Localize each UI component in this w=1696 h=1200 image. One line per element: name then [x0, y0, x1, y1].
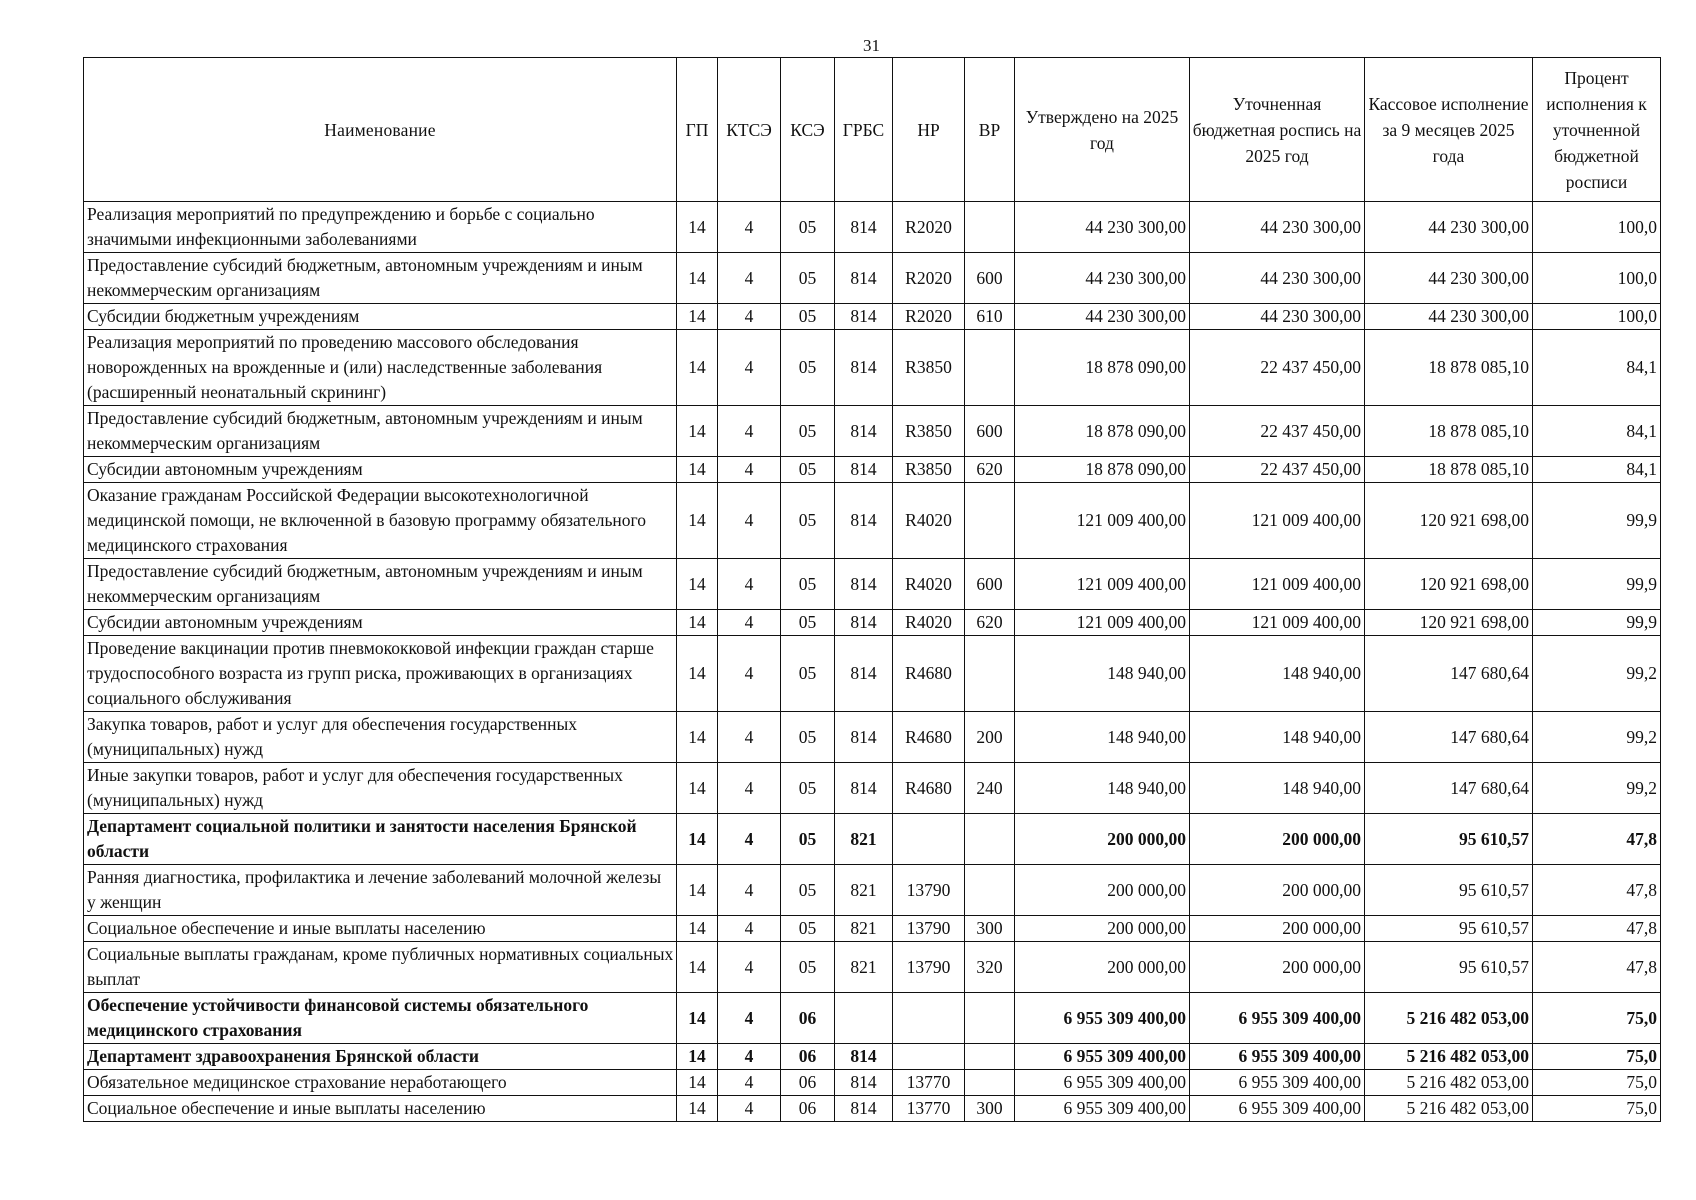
- cell-approved: 148 940,00: [1015, 763, 1190, 814]
- cell-cash: 5 216 482 053,00: [1365, 1070, 1533, 1096]
- col-header-refined: Уточненная бюджетная роспись на 2025 год: [1190, 58, 1365, 202]
- cell-ktse: 4: [718, 1070, 781, 1096]
- cell-vr: [965, 636, 1015, 712]
- cell-kse: 06: [781, 1096, 835, 1122]
- cell-grbs: 814: [835, 1096, 893, 1122]
- cell-name: Социальное обеспечение и иные выплаты населению: [84, 916, 677, 942]
- cell-percent: 99,9: [1533, 610, 1661, 636]
- cell-percent: 99,2: [1533, 763, 1661, 814]
- cell-refined: 121 009 400,00: [1190, 483, 1365, 559]
- cell-gp: 14: [677, 559, 718, 610]
- cell-cash: 120 921 698,00: [1365, 559, 1533, 610]
- cell-kse: 05: [781, 712, 835, 763]
- cell-kse: 05: [781, 202, 835, 253]
- cell-refined: 22 437 450,00: [1190, 457, 1365, 483]
- cell-vr: 300: [965, 1096, 1015, 1122]
- cell-kse: 05: [781, 814, 835, 865]
- table-row: [84, 610, 1661, 636]
- cell-cash: 18 878 085,10: [1365, 457, 1533, 483]
- cell-refined: 44 230 300,00: [1190, 304, 1365, 330]
- cell-approved: 6 955 309 400,00: [1015, 1044, 1190, 1070]
- cell-name: Предоставление субсидий бюджетным, автономным учреждениям и иным некоммерческим организациям: [84, 406, 677, 457]
- cell-gp: 14: [677, 457, 718, 483]
- cell-ktse: 4: [718, 304, 781, 330]
- cell-percent: 100,0: [1533, 202, 1661, 253]
- cell-vr: 620: [965, 610, 1015, 636]
- table-row: [84, 202, 1661, 253]
- cell-nr: R4020: [893, 610, 965, 636]
- col-header-vr: ВР: [965, 58, 1015, 202]
- col-header-approved: Утверждено на 2025 год: [1015, 58, 1190, 202]
- table-row: [84, 253, 1661, 304]
- cell-kse: 05: [781, 942, 835, 993]
- cell-percent: 99,9: [1533, 559, 1661, 610]
- cell-approved: 200 000,00: [1015, 916, 1190, 942]
- cell-refined: 121 009 400,00: [1190, 559, 1365, 610]
- cell-kse: 05: [781, 865, 835, 916]
- cell-refined: 6 955 309 400,00: [1190, 993, 1365, 1044]
- cell-grbs: 814: [835, 763, 893, 814]
- cell-gp: 14: [677, 916, 718, 942]
- table-body: [84, 202, 1661, 1122]
- cell-refined: 200 000,00: [1190, 942, 1365, 993]
- cell-ktse: 4: [718, 712, 781, 763]
- cell-nr: R2020: [893, 202, 965, 253]
- cell-kse: 06: [781, 1044, 835, 1070]
- cell-nr: 13770: [893, 1070, 965, 1096]
- cell-gp: 14: [677, 942, 718, 993]
- cell-nr: 13770: [893, 1096, 965, 1122]
- cell-approved: 148 940,00: [1015, 636, 1190, 712]
- cell-approved: 200 000,00: [1015, 814, 1190, 865]
- cell-vr: [965, 330, 1015, 406]
- cell-name: Реализация мероприятий по проведению массового обследования новорожденных на врожденные и (или) наследственные заболевания (расширенный неонатальный скрининг): [84, 330, 677, 406]
- cell-percent: 99,9: [1533, 483, 1661, 559]
- cell-vr: 600: [965, 253, 1015, 304]
- cell-name: Социальное обеспечение и иные выплаты населению: [84, 1096, 677, 1122]
- cell-name: Обеспечение устойчивости финансовой системы обязательного медицинского страхования: [84, 993, 677, 1044]
- cell-name: Предоставление субсидий бюджетным, автономным учреждениям и иным некоммерческим организациям: [84, 559, 677, 610]
- cell-vr: 610: [965, 304, 1015, 330]
- cell-nr: R4680: [893, 712, 965, 763]
- cell-refined: 148 940,00: [1190, 763, 1365, 814]
- cell-percent: 47,8: [1533, 916, 1661, 942]
- cell-gp: 14: [677, 712, 718, 763]
- cell-ktse: 4: [718, 330, 781, 406]
- cell-gp: 14: [677, 636, 718, 712]
- cell-percent: 47,8: [1533, 942, 1661, 993]
- cell-name: Предоставление субсидий бюджетным, автономным учреждениям и иным некоммерческим организациям: [84, 253, 677, 304]
- table-row: [84, 916, 1661, 942]
- cell-refined: 6 955 309 400,00: [1190, 1070, 1365, 1096]
- table-row: [84, 712, 1661, 763]
- table-row: [84, 559, 1661, 610]
- cell-approved: 18 878 090,00: [1015, 457, 1190, 483]
- cell-vr: [965, 483, 1015, 559]
- cell-name: Иные закупки товаров, работ и услуг для обеспечения государственных (муниципальных) нужд: [84, 763, 677, 814]
- cell-cash: 44 230 300,00: [1365, 253, 1533, 304]
- cell-cash: 5 216 482 053,00: [1365, 993, 1533, 1044]
- cell-gp: 14: [677, 330, 718, 406]
- table-row: [84, 1044, 1661, 1070]
- cell-gp: 14: [677, 763, 718, 814]
- cell-kse: 05: [781, 610, 835, 636]
- cell-kse: 05: [781, 559, 835, 610]
- cell-gp: 14: [677, 253, 718, 304]
- col-header-cash: Кассовое исполнение за 9 месяцев 2025 года: [1365, 58, 1533, 202]
- header-row: [84, 58, 1661, 202]
- table-row: [84, 865, 1661, 916]
- cell-percent: 75,0: [1533, 1044, 1661, 1070]
- cell-grbs: 821: [835, 942, 893, 993]
- table-row: [84, 814, 1661, 865]
- col-header-gp: ГП: [677, 58, 718, 202]
- cell-ktse: 4: [718, 559, 781, 610]
- cell-refined: 22 437 450,00: [1190, 330, 1365, 406]
- cell-cash: 147 680,64: [1365, 636, 1533, 712]
- cell-grbs: 821: [835, 916, 893, 942]
- cell-name: Проведение вакцинации против пневмококковой инфекции граждан старше трудоспособного возраста из групп риска, проживающих в организациях социального обслуживания: [84, 636, 677, 712]
- cell-grbs: 814: [835, 610, 893, 636]
- cell-vr: [965, 1044, 1015, 1070]
- table-row: [84, 330, 1661, 406]
- cell-grbs: 814: [835, 559, 893, 610]
- cell-gp: 14: [677, 993, 718, 1044]
- cell-refined: 44 230 300,00: [1190, 202, 1365, 253]
- cell-approved: 148 940,00: [1015, 712, 1190, 763]
- cell-name: Департамент социальной политики и занятости населения Брянской области: [84, 814, 677, 865]
- table-row: [84, 993, 1661, 1044]
- cell-ktse: 4: [718, 763, 781, 814]
- cell-kse: 05: [781, 457, 835, 483]
- cell-nr: R4020: [893, 559, 965, 610]
- cell-percent: 99,2: [1533, 712, 1661, 763]
- cell-name: Обязательное медицинское страхование неработающего: [84, 1070, 677, 1096]
- table-row: [84, 942, 1661, 993]
- cell-nr: [893, 993, 965, 1044]
- cell-ktse: 4: [718, 457, 781, 483]
- cell-kse: 05: [781, 253, 835, 304]
- cell-gp: 14: [677, 406, 718, 457]
- cell-name: Субсидии бюджетным учреждениям: [84, 304, 677, 330]
- cell-approved: 6 955 309 400,00: [1015, 1096, 1190, 1122]
- cell-ktse: 4: [718, 814, 781, 865]
- table-row: [84, 636, 1661, 712]
- cell-name: Реализация мероприятий по предупреждению и борьбе с социально значимыми инфекционными заболеваниями: [84, 202, 677, 253]
- cell-nr: R3850: [893, 406, 965, 457]
- cell-gp: 14: [677, 1096, 718, 1122]
- table-row: [84, 406, 1661, 457]
- cell-approved: 44 230 300,00: [1015, 253, 1190, 304]
- cell-grbs: 814: [835, 457, 893, 483]
- cell-nr: [893, 814, 965, 865]
- cell-cash: 95 610,57: [1365, 942, 1533, 993]
- cell-vr: 620: [965, 457, 1015, 483]
- cell-kse: 05: [781, 763, 835, 814]
- cell-kse: 05: [781, 330, 835, 406]
- col-header-kse: КСЭ: [781, 58, 835, 202]
- cell-nr: R4680: [893, 636, 965, 712]
- cell-gp: 14: [677, 814, 718, 865]
- cell-percent: 100,0: [1533, 253, 1661, 304]
- cell-kse: 06: [781, 1070, 835, 1096]
- table-row: [84, 304, 1661, 330]
- cell-cash: 120 921 698,00: [1365, 483, 1533, 559]
- cell-vr: 240: [965, 763, 1015, 814]
- cell-cash: 44 230 300,00: [1365, 304, 1533, 330]
- cell-grbs: 814: [835, 253, 893, 304]
- cell-vr: [965, 814, 1015, 865]
- cell-refined: 200 000,00: [1190, 865, 1365, 916]
- cell-kse: 05: [781, 916, 835, 942]
- cell-ktse: 4: [718, 253, 781, 304]
- cell-grbs: 814: [835, 304, 893, 330]
- cell-nr: R4680: [893, 763, 965, 814]
- cell-refined: 148 940,00: [1190, 712, 1365, 763]
- cell-grbs: 821: [835, 814, 893, 865]
- cell-percent: 47,8: [1533, 814, 1661, 865]
- cell-grbs: 814: [835, 1070, 893, 1096]
- cell-percent: 100,0: [1533, 304, 1661, 330]
- cell-grbs: 814: [835, 636, 893, 712]
- cell-percent: 75,0: [1533, 993, 1661, 1044]
- page-number: 31: [863, 36, 880, 55]
- cell-approved: 18 878 090,00: [1015, 406, 1190, 457]
- cell-refined: 121 009 400,00: [1190, 610, 1365, 636]
- cell-grbs: 814: [835, 712, 893, 763]
- cell-nr: R3850: [893, 330, 965, 406]
- cell-approved: 6 955 309 400,00: [1015, 1070, 1190, 1096]
- cell-refined: 200 000,00: [1190, 916, 1365, 942]
- cell-nr: [893, 1044, 965, 1070]
- cell-nr: R2020: [893, 304, 965, 330]
- cell-cash: 5 216 482 053,00: [1365, 1044, 1533, 1070]
- cell-percent: 75,0: [1533, 1070, 1661, 1096]
- cell-gp: 14: [677, 1070, 718, 1096]
- cell-name: Закупка товаров, работ и услуг для обеспечения государственных (муниципальных) нужд: [84, 712, 677, 763]
- cell-cash: 18 878 085,10: [1365, 330, 1533, 406]
- cell-percent: 84,1: [1533, 330, 1661, 406]
- cell-vr: 320: [965, 942, 1015, 993]
- cell-vr: [965, 993, 1015, 1044]
- cell-cash: 18 878 085,10: [1365, 406, 1533, 457]
- col-header-nr: НР: [893, 58, 965, 202]
- cell-name: Субсидии автономным учреждениям: [84, 610, 677, 636]
- cell-name: Департамент здравоохранения Брянской области: [84, 1044, 677, 1070]
- cell-nr: 13790: [893, 865, 965, 916]
- cell-ktse: 4: [718, 942, 781, 993]
- cell-approved: 44 230 300,00: [1015, 202, 1190, 253]
- cell-vr: 200: [965, 712, 1015, 763]
- cell-percent: 99,2: [1533, 636, 1661, 712]
- cell-grbs: 814: [835, 406, 893, 457]
- cell-approved: 121 009 400,00: [1015, 559, 1190, 610]
- cell-kse: 06: [781, 993, 835, 1044]
- cell-gp: 14: [677, 202, 718, 253]
- col-header-ktse: КТСЭ: [718, 58, 781, 202]
- cell-kse: 05: [781, 304, 835, 330]
- cell-nr: R3850: [893, 457, 965, 483]
- col-header-grbs: ГРБС: [835, 58, 893, 202]
- cell-ktse: 4: [718, 916, 781, 942]
- cell-ktse: 4: [718, 202, 781, 253]
- cell-vr: [965, 1070, 1015, 1096]
- cell-grbs: 814: [835, 202, 893, 253]
- col-header-name: Наименование: [84, 58, 677, 202]
- cell-grbs: [835, 993, 893, 1044]
- cell-refined: 44 230 300,00: [1190, 253, 1365, 304]
- cell-name: Оказание гражданам Российской Федерации высокотехнологичной медицинской помощи, не включенной в базовую программу обязательного медицинского страхования: [84, 483, 677, 559]
- cell-gp: 14: [677, 610, 718, 636]
- cell-cash: 44 230 300,00: [1365, 202, 1533, 253]
- cell-grbs: 814: [835, 1044, 893, 1070]
- table-row: [84, 483, 1661, 559]
- cell-vr: 300: [965, 916, 1015, 942]
- cell-cash: 147 680,64: [1365, 712, 1533, 763]
- cell-nr: R4020: [893, 483, 965, 559]
- cell-refined: 22 437 450,00: [1190, 406, 1365, 457]
- cell-approved: 121 009 400,00: [1015, 610, 1190, 636]
- cell-grbs: 814: [835, 483, 893, 559]
- cell-vr: 600: [965, 559, 1015, 610]
- cell-approved: 200 000,00: [1015, 865, 1190, 916]
- cell-name: Субсидии автономным учреждениям: [84, 457, 677, 483]
- cell-ktse: 4: [718, 406, 781, 457]
- cell-cash: 95 610,57: [1365, 865, 1533, 916]
- cell-name: Ранняя диагностика, профилактика и лечение заболеваний молочной железы у женщин: [84, 865, 677, 916]
- cell-ktse: 4: [718, 865, 781, 916]
- cell-grbs: 814: [835, 330, 893, 406]
- cell-approved: 44 230 300,00: [1015, 304, 1190, 330]
- cell-refined: 148 940,00: [1190, 636, 1365, 712]
- cell-gp: 14: [677, 865, 718, 916]
- cell-kse: 05: [781, 483, 835, 559]
- table-row: [84, 763, 1661, 814]
- cell-refined: 200 000,00: [1190, 814, 1365, 865]
- cell-vr: [965, 865, 1015, 916]
- cell-cash: 120 921 698,00: [1365, 610, 1533, 636]
- cell-ktse: 4: [718, 1044, 781, 1070]
- cell-ktse: 4: [718, 483, 781, 559]
- cell-cash: 95 610,57: [1365, 916, 1533, 942]
- cell-approved: 18 878 090,00: [1015, 330, 1190, 406]
- table-row: [84, 1070, 1661, 1096]
- cell-nr: R2020: [893, 253, 965, 304]
- cell-gp: 14: [677, 1044, 718, 1070]
- cell-grbs: 821: [835, 865, 893, 916]
- cell-gp: 14: [677, 304, 718, 330]
- table-row: [84, 457, 1661, 483]
- cell-vr: 600: [965, 406, 1015, 457]
- cell-name: Социальные выплаты гражданам, кроме публичных нормативных социальных выплат: [84, 942, 677, 993]
- col-header-percent: Процент исполнения к уточненной бюджетной росписи: [1533, 58, 1661, 202]
- cell-gp: 14: [677, 483, 718, 559]
- cell-ktse: 4: [718, 993, 781, 1044]
- cell-cash: 147 680,64: [1365, 763, 1533, 814]
- cell-refined: 6 955 309 400,00: [1190, 1096, 1365, 1122]
- cell-vr: [965, 202, 1015, 253]
- cell-approved: 121 009 400,00: [1015, 483, 1190, 559]
- cell-kse: 05: [781, 406, 835, 457]
- cell-percent: 84,1: [1533, 406, 1661, 457]
- cell-percent: 75,0: [1533, 1096, 1661, 1122]
- cell-ktse: 4: [718, 610, 781, 636]
- cell-kse: 05: [781, 636, 835, 712]
- cell-nr: 13790: [893, 916, 965, 942]
- table-row: [84, 1096, 1661, 1122]
- cell-cash: 95 610,57: [1365, 814, 1533, 865]
- cell-approved: 6 955 309 400,00: [1015, 993, 1190, 1044]
- cell-ktse: 4: [718, 636, 781, 712]
- cell-approved: 200 000,00: [1015, 942, 1190, 993]
- table-header: [84, 58, 1661, 202]
- cell-refined: 6 955 309 400,00: [1190, 1044, 1365, 1070]
- cell-ktse: 4: [718, 1096, 781, 1122]
- cell-cash: 5 216 482 053,00: [1365, 1096, 1533, 1122]
- cell-nr: 13790: [893, 942, 965, 993]
- cell-percent: 84,1: [1533, 457, 1661, 483]
- budget-table: [83, 57, 1661, 1122]
- cell-percent: 47,8: [1533, 865, 1661, 916]
